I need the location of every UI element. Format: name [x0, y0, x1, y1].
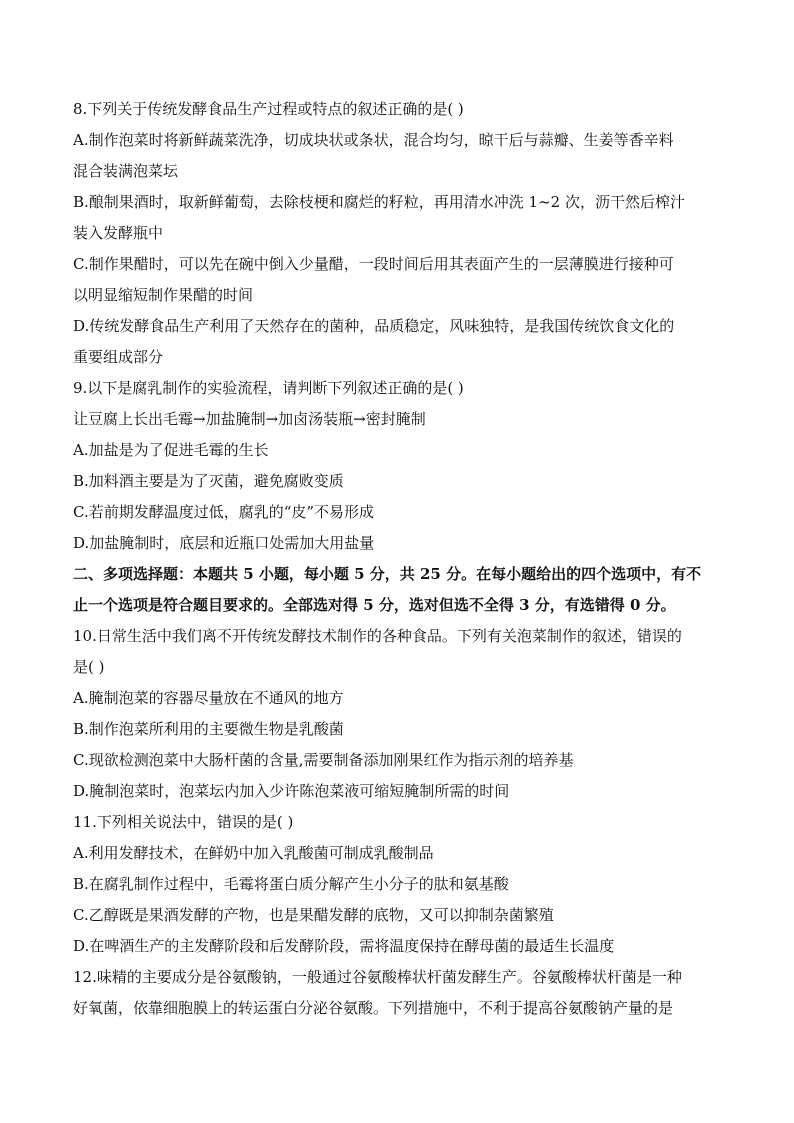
q9-flow: 让豆腐上长出毛霉→加盐腌制→加卤汤装瓶→密封腌制: [73, 410, 426, 428]
q11-option-a: A.利用发酵技术，在鲜奶中加入乳酸菌可制成乳酸制品: [73, 844, 434, 862]
section-2-heading-cont: 止一个选项是符合题目要求的。全部选对得 5 分，选对但选不全得 3 分，有选错得 0 分。: [73, 596, 676, 614]
q8-option-d-cont: 重要组成部分: [73, 348, 164, 366]
q10-option-a: A.腌制泡菜的容器尽量放在不通风的地方: [73, 689, 344, 707]
q10-stem: 10.日常生活中我们离不开传统发酵技术制作的各种食品。下列有关泡菜制作的叙述，错误的: [73, 627, 682, 645]
q10-option-d: D.腌制泡菜时，泡菜坛内加入少许陈泡菜液可缩短腌制所需的时间: [73, 782, 510, 800]
q8-option-a: A.制作泡菜时将新鲜蔬菜洗净，切成块状或条状，混合均匀，晾干后与蒜瓣、生姜等香辛料: [73, 131, 674, 149]
q12-stem: 12.味精的主要成分是谷氨酸钠，一般通过谷氨酸棒状杆菌发酵生产。谷氨酸棒状杆菌是一种: [73, 968, 682, 986]
q8-stem: 8.下列关于传统发酵食品生产过程或特点的叙述正确的是( ): [73, 100, 464, 118]
q8-option-a-cont: 混合装满泡菜坛: [73, 162, 179, 180]
q10-stem-cont: 是( ): [73, 658, 105, 676]
q9-stem: 9.以下是腐乳制作的实验流程，请判断下列叙述正确的是( ): [73, 379, 464, 397]
q9-option-c: C.若前期发酵温度过低，腐乳的“皮”不易形成: [73, 503, 375, 521]
q8-option-c: C.制作果醋时，可以先在碗中倒入少量醋，一段时间后用其表面产生的一层薄膜进行接种可: [73, 255, 674, 273]
q9-option-b: B.加料酒主要是为了灭菌，避免腐败变质: [73, 472, 344, 490]
section-2-heading: 二、多项选择题：本题共 5 小题，每小题 5 分，共 25 分。在每小题给出的四个选项中，有不: [73, 565, 702, 583]
q11-option-c: C.乙醇既是果酒发酵的产物，也是果醋发酵的底物，又可以抑制杂菌繁殖: [73, 906, 554, 924]
q8-option-b: B.酿制果酒时，取新鲜葡萄，去除枝梗和腐烂的籽粒，再用清水冲洗 1~2 次，沥干然后榨汁: [73, 193, 685, 211]
q11-option-b: B.在腐乳制作过程中，毛霉将蛋白质分解产生小分子的肽和氨基酸: [73, 875, 509, 893]
q8-option-c-cont: 以明显缩短制作果醋的时间: [73, 286, 254, 304]
q9-option-a: A.加盐是为了促进毛霉的生长: [73, 441, 269, 459]
q9-option-d: D.加盐腌制时，底层和近瓶口处需加大用盐量: [73, 534, 375, 552]
q10-option-b: B.制作泡菜所利用的主要微生物是乳酸菌: [73, 720, 344, 738]
q8-option-d: D.传统发酵食品生产利用了天然存在的菌种，品质稳定，风味独特，是我国传统饮食文化的: [73, 317, 675, 335]
q12-stem-cont: 好氧菌，依靠细胞膜上的转运蛋白分泌谷氨酸。下列措施中，不利于提高谷氨酸钠产量的是: [73, 999, 674, 1017]
q8-option-b-cont: 装入发酵瓶中: [73, 224, 164, 242]
question-content: [73, 94, 723, 1024]
q11-option-d: D.在啤酒生产的主发酵阶段和后发酵阶段，需将温度保持在酵母菌的最适生长温度: [73, 937, 615, 955]
q11-stem: 11.下列相关说法中，错误的是( ): [73, 813, 294, 831]
q10-option-c: C.现欲检测泡菜中大肠杆菌的含量,需要制备添加刚果红作为指示剂的培养基: [73, 751, 574, 769]
